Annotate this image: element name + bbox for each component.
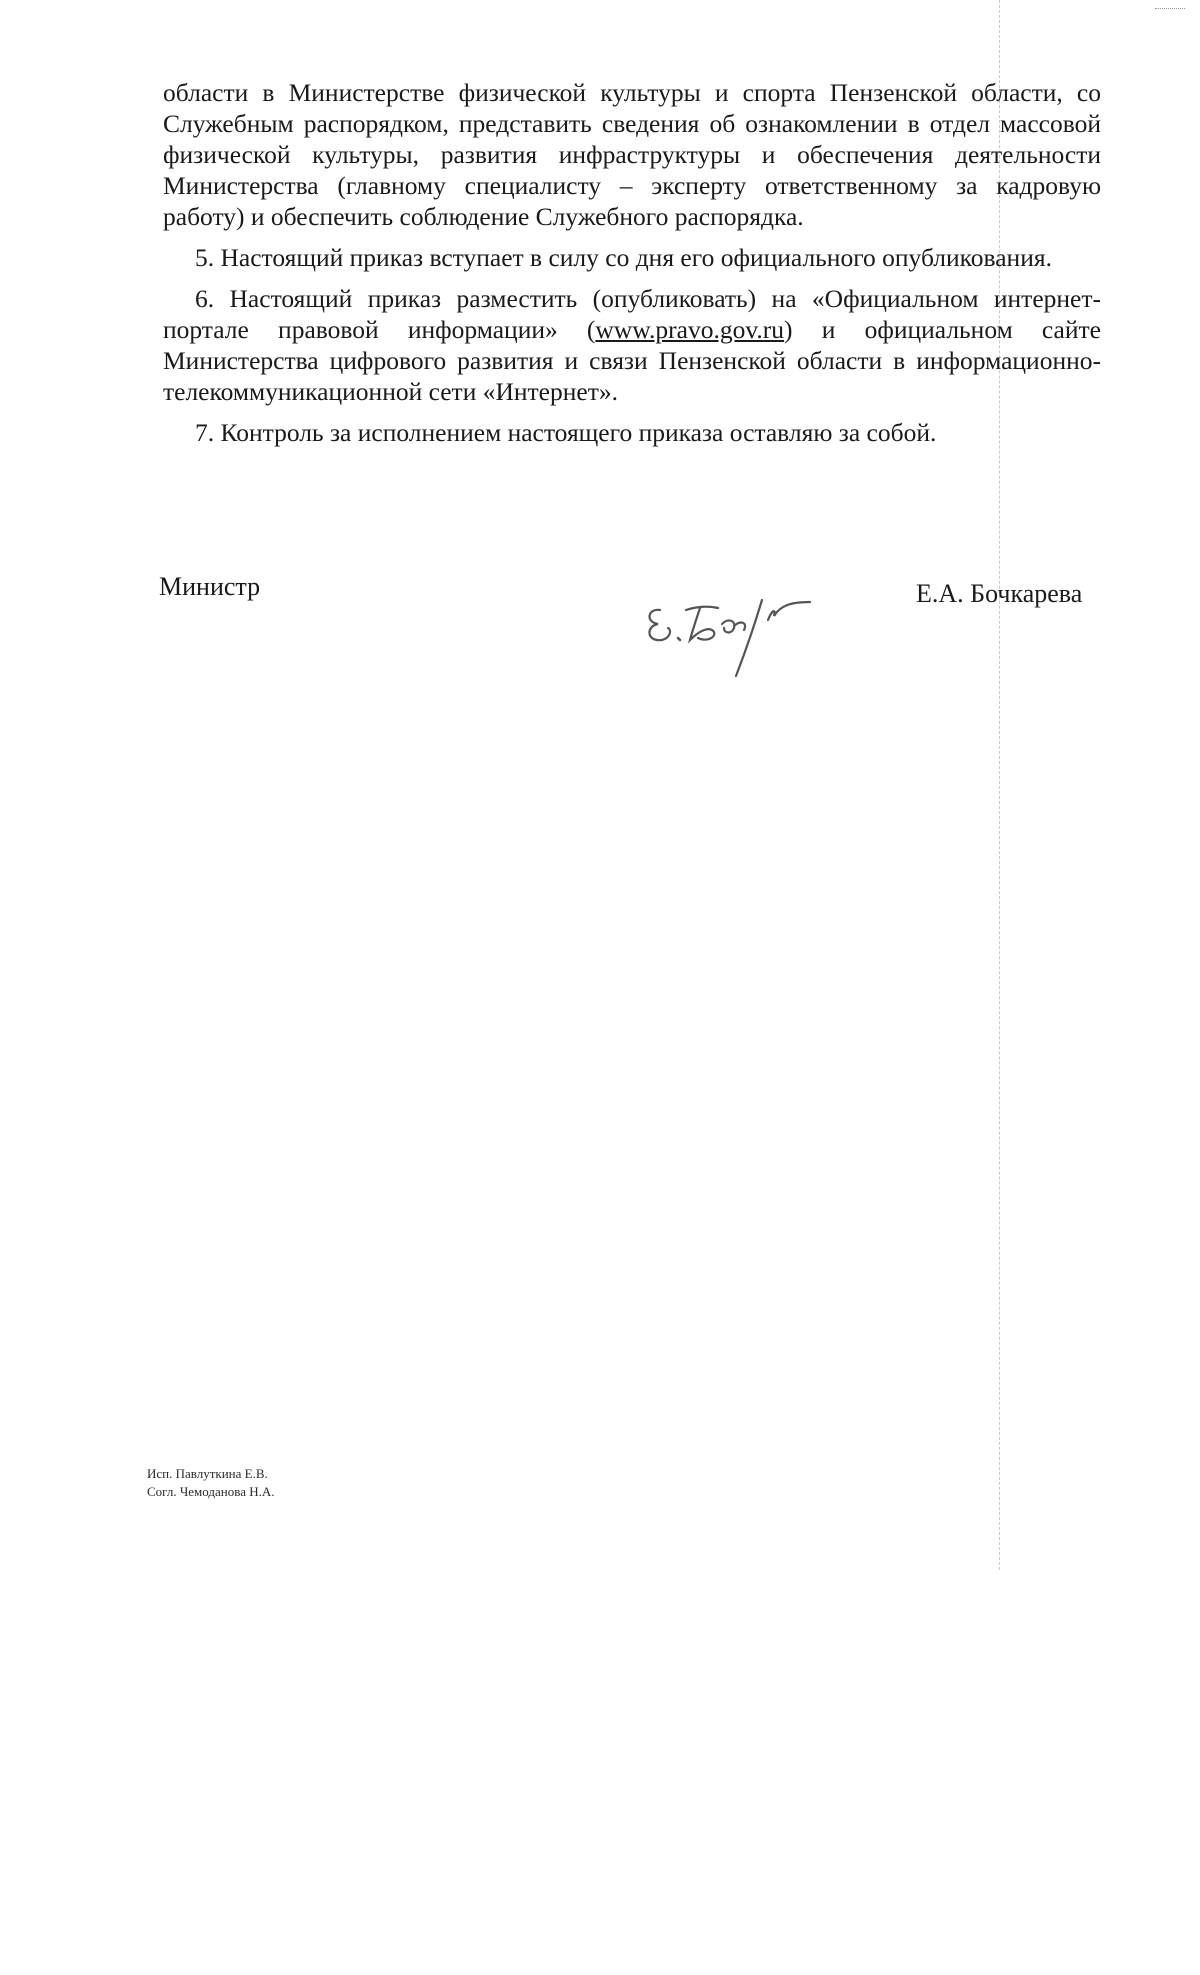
- executor-line: Исп. Павлуткина Е.В.: [147, 1466, 268, 1481]
- footer-contacts: [147, 1465, 275, 1501]
- paragraph-item-7: 7. Контроль за исполнением настоящего приказа оставляю за собой.: [195, 418, 937, 447]
- pravo-gov-link[interactable]: www.pravo.gov.ru: [595, 315, 785, 344]
- paragraph-continuation: области в Министерстве физической культуры и спорта Пензенской области, со Служебным распорядком, представить сведения об ознакомлении в отдел массовой физической культуры, развития инфраструктуры и обеспечения деятельности Министерства (главному специалисту – эксперту ответственному за кадровую работу) и обеспечить соблюдение Служебного распорядка.: [163, 78, 1101, 231]
- agreed-line: Согл. Чемоданова Н.А.: [147, 1484, 275, 1499]
- document-body: [163, 77, 1101, 458]
- item-6-text-before: 6. Настоящий приказ разместить (опубликовать) на «Официальном интернет-портале правовой информации» (: [163, 284, 1101, 344]
- scan-artifact-mark: [1155, 8, 1185, 15]
- signatory-title: Министр: [159, 572, 261, 601]
- item-6-text-after: ) и официальном сайте Министерства цифрового развития и связи Пензенской области в информационно-телекоммуникационной сети «Интернет».: [163, 315, 1101, 406]
- paragraph-item-5: 5. Настоящий приказ вступает в силу со дня его официального опубликования.: [195, 243, 1052, 272]
- signatory-name: Е.А. Бочкарева: [916, 579, 1083, 608]
- paragraph-item-6: [163, 283, 1101, 407]
- handwritten-signature: [640, 580, 840, 680]
